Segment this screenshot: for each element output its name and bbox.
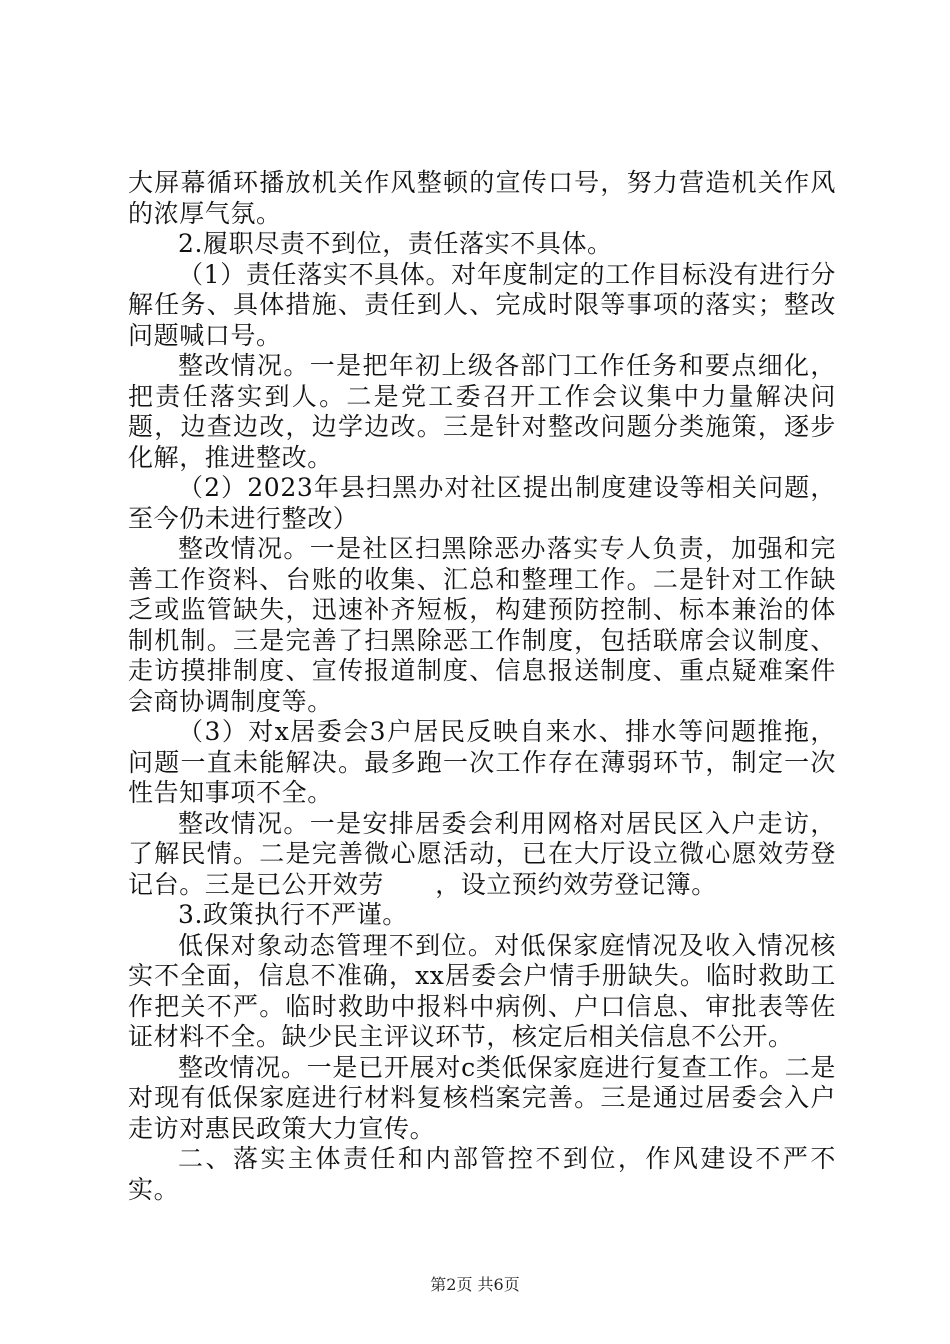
paragraph: 低保对象动态管理不到位。对低保家庭情况及收入情况核实不全面，信息不准确，xx居委会户情手册缺失。临时救助工作把关不严。临时救助中报料中病例、户口信息、审批表等佐证材料不全。缺少民主评议环节，核定后相关信息不公开。 <box>128 930 836 1051</box>
section-heading: 3.政策执行不严谨。 <box>178 900 408 929</box>
page-number: 第2页 共6页 <box>430 1275 520 1294</box>
paragraph: 整改情况。一是安排居委会利用网格对居民区入户走访，了解民情。二是完善微心愿活动，已在大厅设立微心愿效劳登记台。三是已公开效劳 ，设立预约效劳登记簿。 <box>128 808 836 899</box>
paragraph: 整改情况。一是把年初上级各部门工作任务和要点细化，把责任落实到人。二是党工委召开工作会议集中力量解决问题，边查边改，边学边改。三是针对整改问题分类施策，逐步化解，推进整改。 <box>128 351 836 472</box>
sub-item: （3）对x居委会3户居民反映自来水、排水等问题推拖，问题一直未能解决。最多跑一次工作存在薄弱环节，制定一次性告知事项不全。 <box>128 717 836 807</box>
paragraph: 整改情况。一是已开展对c类低保家庭进行复查工作。二是对现有低保家庭进行材料复核档案完善。三是通过居委会入户走访对惠民政策大力宣传。 <box>128 1052 836 1143</box>
paragraph: 大屏幕循环播放机关作风整顿的宣传口号，努力营造机关作风的浓厚气氛。 <box>128 168 836 228</box>
section-heading: 2.履职尽责不到位，责任落实不具体。 <box>178 229 613 258</box>
sub-item: （1）责任落实不具体。对年度制定的工作目标没有进行分解任务、具体措施、责任到人、完成时限等事项的落实；整改问题喊口号。 <box>128 259 836 350</box>
document-body <box>128 168 836 1205</box>
paragraph: 整改情况。一是社区扫黑除恶办落实专人负责，加强和完善工作资料、台账的收集、汇总和整理工作。二是针对工作缺乏或监管缺失，迅速补齐短板，构建预防控制、标本兼治的体制机制。三是完善了扫黑除恶工作制度，包括联席会议制度、走访摸排制度、宣传报道制度、信息报送制度、重点疑难案件会商协调制度等。 <box>128 534 836 716</box>
sub-item: （2）2023年县扫黑办对社区提出制度建设等相关问题，至今仍未进行整改） <box>128 473 836 533</box>
section-heading: 二、落实主体责任和内部管控不到位，作风建设不严不实。 <box>128 1144 836 1204</box>
